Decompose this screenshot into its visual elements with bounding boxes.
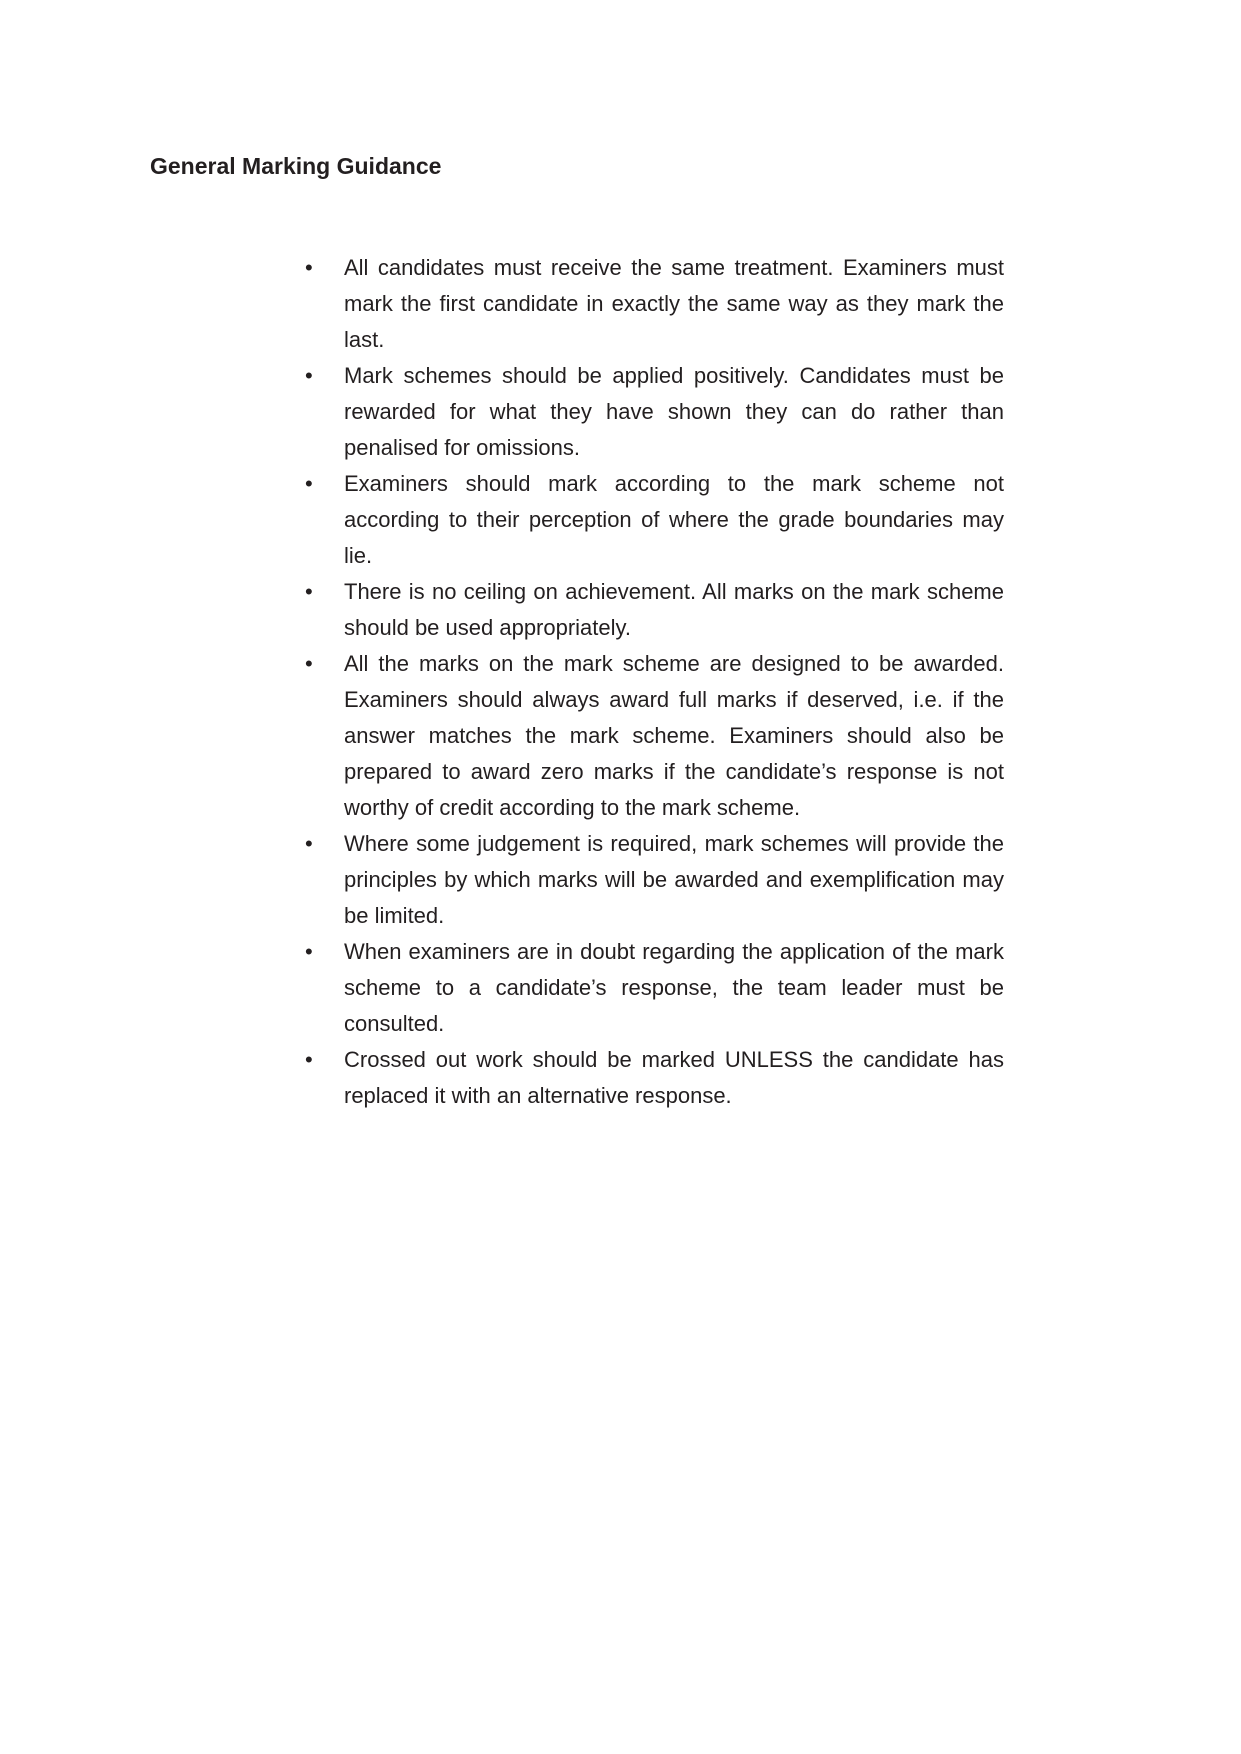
list-item-text: When examiners are in doubt regarding the application of the mark scheme to a candidate’s response, the team leader must be consulted. [344,939,1004,1036]
list-item-text: All candidates must receive the same treatment. Examiners must mark the first candidate in exactly the same way as they mark the last. [344,255,1004,352]
list-item [299,1042,1004,1114]
bullet-icon: • [305,1047,313,1072]
list-item-text: Crossed out work should be marked UNLESS the candidate has replaced it with an alternative response. [344,1047,1004,1108]
list-item [299,358,1004,466]
bullet-icon: • [305,363,313,388]
list-item [299,826,1004,934]
bullet-icon: • [305,939,313,964]
list-item [299,646,1004,826]
list-item-text: There is no ceiling on achievement. All marks on the mark scheme should be used appropriately. [344,579,1004,640]
list-item-text: Mark schemes should be applied positively. Candidates must be rewarded for what they have shown they can do rather than penalised for omissions. [344,363,1004,460]
page-title: General Marking Guidance [150,153,442,179]
bullet-icon: • [305,579,313,604]
list-item-text: All the marks on the mark scheme are designed to be awarded. Examiners should always award full marks if deserved, i.e. if the answer matches the mark scheme. Examiners should also be prepared to award zero marks if the candidate’s response is not worthy of credit according to the mark scheme. [344,651,1004,820]
bullet-icon: • [305,651,313,676]
bullet-icon: • [305,255,313,280]
list-item [299,574,1004,646]
list-item-text: Where some judgement is required, mark schemes will provide the principles by which marks will be awarded and exemplification may be limited. [344,831,1004,928]
bullet-icon: • [305,831,313,856]
list-item [299,466,1004,574]
bullet-icon: • [305,471,313,496]
list-item [299,934,1004,1042]
guidance-list [299,250,1004,1114]
list-item-text: Examiners should mark according to the mark scheme not according to their perception of where the grade boundaries may lie. [344,471,1004,568]
list-item [299,250,1004,358]
